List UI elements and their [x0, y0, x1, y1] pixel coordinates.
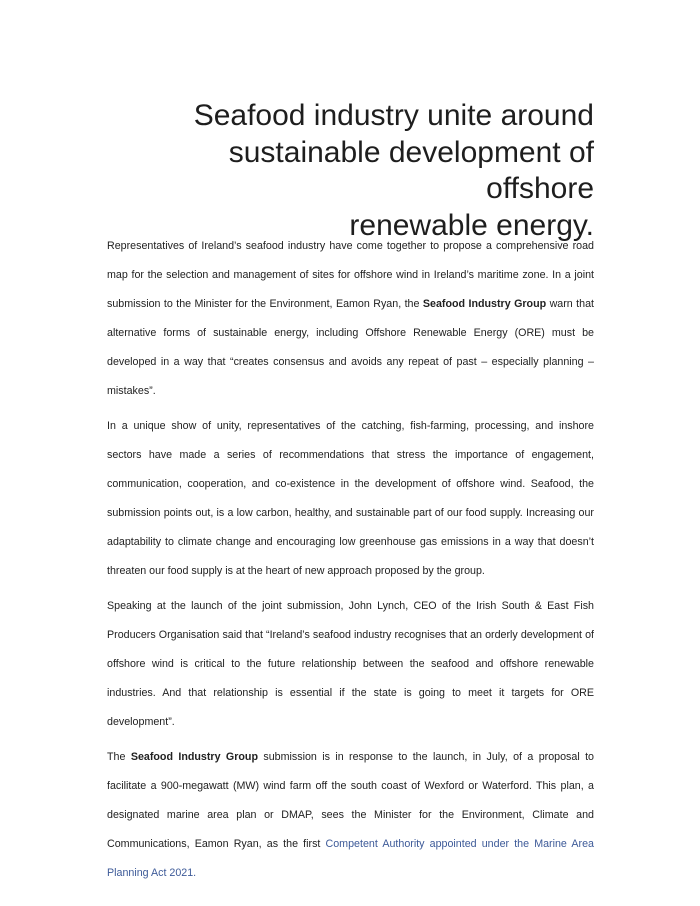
paragraph-unity: In a unique show of unity, representatives of the catching, fish-farming, processing, and inshore sectors have made a series of recommendations that stress the importance of engagement, communication, cooperation, and co-existence in the development of offshore wind. Seafood, the submission points out, is a low carbon, healthy, and sustainable part of our food supply. Increasing our adaptability to climate change and encouraging low greenhouse gas emissions in a way that doesn’t threaten our food supply is at the heart of new approach proposed by the group. — [107, 420, 594, 577]
paragraph-intro — [107, 232, 594, 406]
paragraph-intro-text-b: warn that alternative forms of sustainable energy, including Offshore Renewable Energy (ORE) must be developed in a way that “creates consensus and avoids any repeat of past – especially planning – mistakes”. — [107, 298, 594, 397]
title-line-3: renewable energy. — [349, 208, 594, 242]
competent-authority-link[interactable]: Competent Authority appointed under the Marine Area Planning Act 2021. — [107, 838, 594, 879]
paragraph-dmap-text-a: The — [107, 751, 131, 763]
paragraph-dmap-text-b: submission is in response to the launch, in July, of a proposal to facilitate a 900-megawatt (MW) wind farm off the south coast of Wexford or Waterford. This plan, a designated marine area plan or DMAP, sees the Minister for the Environment, Climate and Communications, Eamon Ryan, as the first — [107, 751, 595, 850]
article-title — [114, 98, 594, 244]
paragraph-dmap — [107, 743, 594, 888]
seafood-industry-group-bold-2: Seafood Industry Group — [130, 751, 258, 763]
title-line-2: sustainable development of offshore — [228, 135, 594, 206]
paragraph-quote: Speaking at the launch of the joint submission, John Lynch, CEO of the Irish South & East Fish Producers Organisation said that “Ireland’s seafood industry recognises that an orderly development of offshore wind is critical to the future relationship between the seafood and offshore renewable industries. And that relationship is essential if the state is going to meet it targets for ORE development”. — [107, 600, 594, 728]
title-line-1: Seafood industry unite around — [193, 99, 594, 133]
seafood-industry-group-bold: Seafood Industry Group — [422, 298, 547, 310]
article-body — [107, 232, 594, 888]
paragraph-intro-text-a: Representatives of Ireland’s seafood industry have come together to propose a comprehensive road map for the selection and management of sites for offshore wind in Ireland’s maritime zone. In a joint submission to the Minister for the Environment, Eamon Ryan, the — [107, 240, 594, 310]
